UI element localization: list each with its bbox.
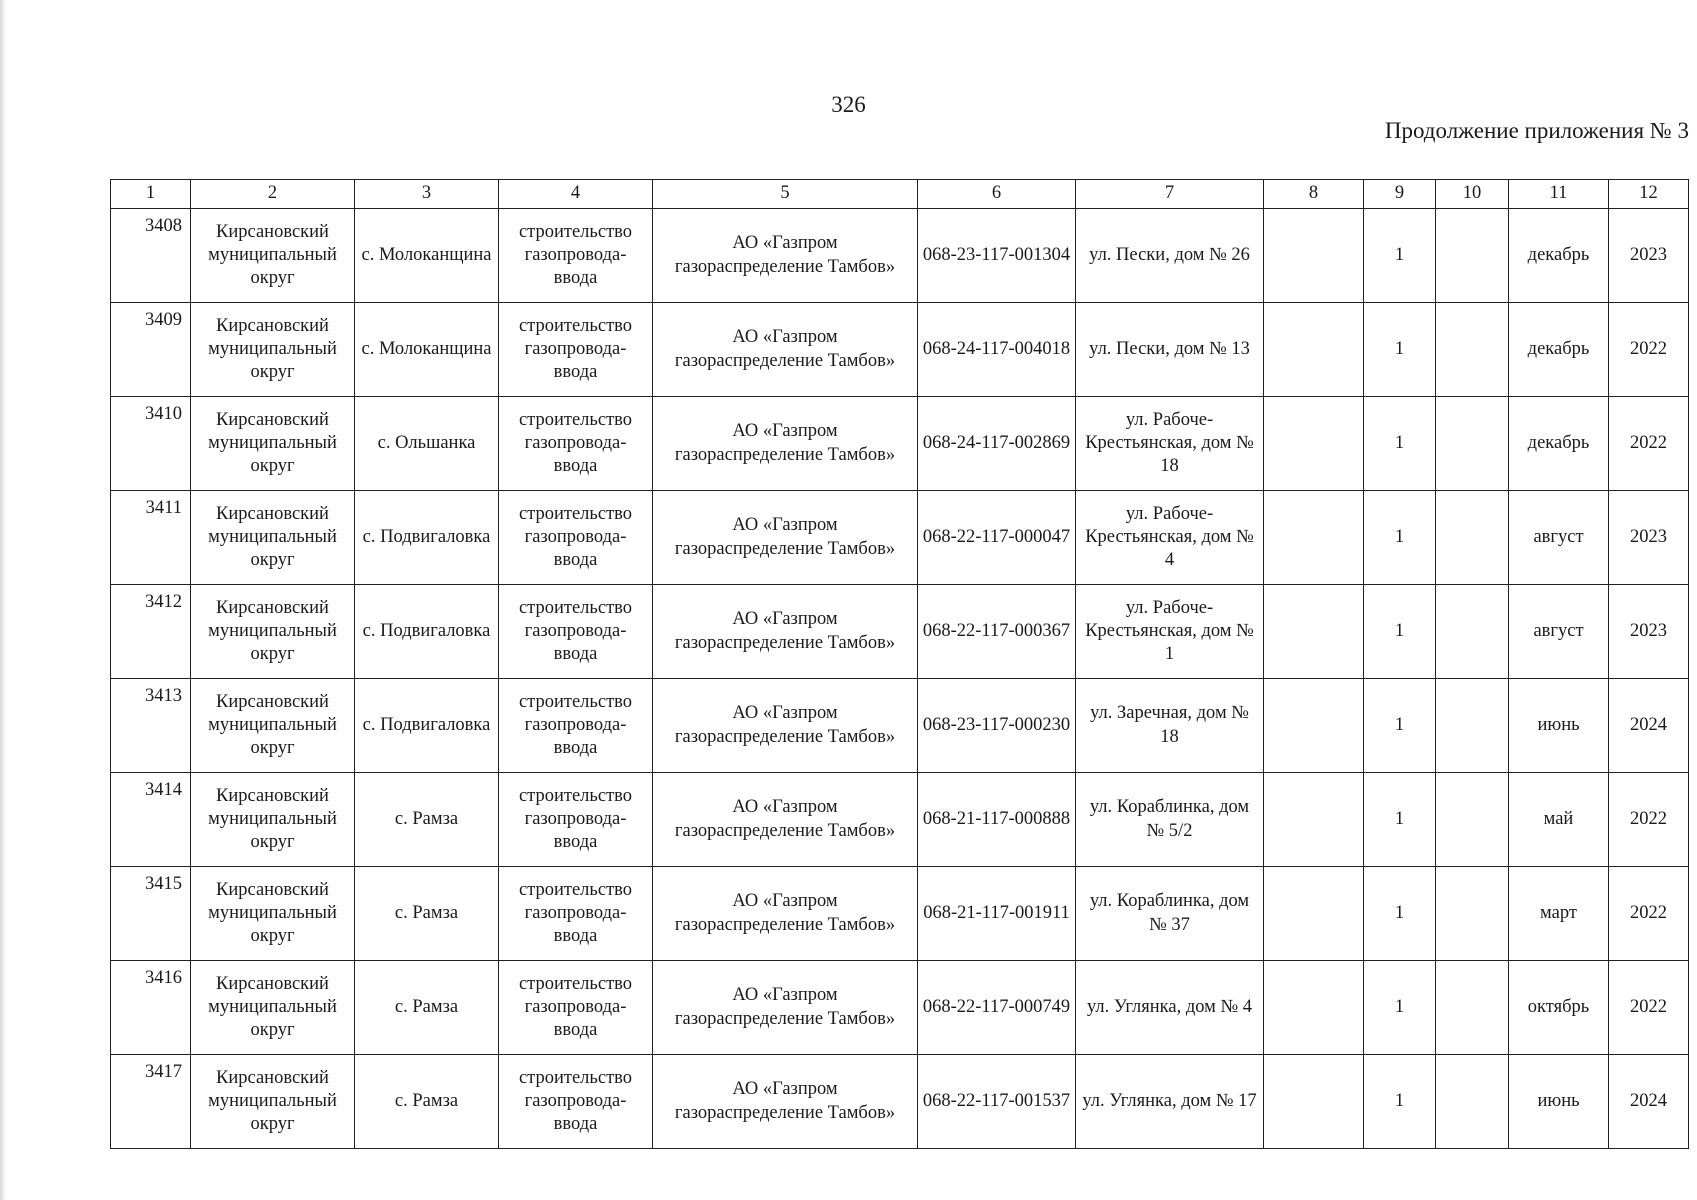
settlement-cell: с. Подвигаловка	[355, 585, 499, 679]
table-row	[111, 961, 1689, 1055]
organization-cell: АО «Газпром газораспределение Тамбов»	[653, 867, 918, 961]
address-cell: ул. Углянка, дом № 4	[1076, 961, 1264, 1055]
month-cell: май	[1509, 773, 1609, 867]
quantity-cell: 1	[1364, 867, 1436, 961]
work-type-cell: строительство газопровода-ввода	[499, 1055, 653, 1149]
quantity-cell: 1	[1364, 491, 1436, 585]
year-cell: 2024	[1609, 679, 1689, 773]
settlement-cell: с. Ольшанка	[355, 397, 499, 491]
work-type-cell: строительство газопровода-ввода	[499, 679, 653, 773]
column-8-cell	[1264, 1055, 1364, 1149]
table-row	[111, 867, 1689, 961]
column-8-cell	[1264, 679, 1364, 773]
quantity-cell: 1	[1364, 397, 1436, 491]
municipality-cell: Кирсановский муниципальный округ	[191, 867, 355, 961]
municipality-cell: Кирсановский муниципальный округ	[191, 585, 355, 679]
row-number-cell: 3412	[111, 585, 191, 679]
organization-cell: АО «Газпром газораспределение Тамбов»	[653, 209, 918, 303]
table-row	[111, 585, 1689, 679]
row-number-cell: 3408	[111, 209, 191, 303]
column-number-header: 10	[1436, 180, 1509, 209]
application-number-cell: 068-22-117-001537	[918, 1055, 1076, 1149]
organization-cell: АО «Газпром газораспределение Тамбов»	[653, 773, 918, 867]
column-8-cell	[1264, 961, 1364, 1055]
quantity-cell: 1	[1364, 303, 1436, 397]
application-number-cell: 068-22-117-000047	[918, 491, 1076, 585]
column-10-cell	[1436, 585, 1509, 679]
column-number-header: 6	[918, 180, 1076, 209]
month-cell: август	[1509, 491, 1609, 585]
address-cell: ул. Кораблинка, дом № 5/2	[1076, 773, 1264, 867]
month-cell: июнь	[1509, 1055, 1609, 1149]
table-row	[111, 773, 1689, 867]
application-number-cell: 068-21-117-001911	[918, 867, 1076, 961]
settlement-cell: с. Рамза	[355, 773, 499, 867]
address-cell: ул. Пески, дом № 26	[1076, 209, 1264, 303]
application-number-cell: 068-23-117-001304	[918, 209, 1076, 303]
address-cell: ул. Рабоче-Крестьянская, дом № 1	[1076, 585, 1264, 679]
column-10-cell	[1436, 1055, 1509, 1149]
row-number-cell: 3417	[111, 1055, 191, 1149]
page-number: 326	[831, 92, 866, 117]
quantity-cell: 1	[1364, 585, 1436, 679]
municipality-cell: Кирсановский муниципальный округ	[191, 961, 355, 1055]
month-cell: март	[1509, 867, 1609, 961]
gas-connection-register-table	[110, 179, 1689, 1149]
row-number-cell: 3410	[111, 397, 191, 491]
work-type-cell: строительство газопровода-ввода	[499, 585, 653, 679]
month-cell: декабрь	[1509, 303, 1609, 397]
application-number-cell: 068-22-117-000367	[918, 585, 1076, 679]
year-cell: 2023	[1609, 209, 1689, 303]
year-cell: 2022	[1609, 303, 1689, 397]
application-number-cell: 068-24-117-002869	[918, 397, 1076, 491]
column-number-header: 9	[1364, 180, 1436, 209]
column-8-cell	[1264, 773, 1364, 867]
column-8-cell	[1264, 491, 1364, 585]
year-cell: 2022	[1609, 773, 1689, 867]
address-cell: ул. Рабоче-Крестьянская, дом № 18	[1076, 397, 1264, 491]
quantity-cell: 1	[1364, 961, 1436, 1055]
column-number-header-row	[111, 180, 1689, 209]
year-cell: 2022	[1609, 867, 1689, 961]
address-cell: ул. Заречная, дом № 18	[1076, 679, 1264, 773]
column-number-header: 8	[1264, 180, 1364, 209]
municipality-cell: Кирсановский муниципальный округ	[191, 679, 355, 773]
municipality-cell: Кирсановский муниципальный округ	[191, 1055, 355, 1149]
column-10-cell	[1436, 773, 1509, 867]
row-number-cell: 3415	[111, 867, 191, 961]
work-type-cell: строительство газопровода-ввода	[499, 209, 653, 303]
column-number-header: 7	[1076, 180, 1264, 209]
work-type-cell: строительство газопровода-ввода	[499, 961, 653, 1055]
column-8-cell	[1264, 397, 1364, 491]
work-type-cell: строительство газопровода-ввода	[499, 867, 653, 961]
settlement-cell: с. Рамза	[355, 867, 499, 961]
column-number-header: 12	[1609, 180, 1689, 209]
table-row	[111, 679, 1689, 773]
municipality-cell: Кирсановский муниципальный округ	[191, 773, 355, 867]
column-10-cell	[1436, 867, 1509, 961]
month-cell: декабрь	[1509, 397, 1609, 491]
settlement-cell: с. Молоканщина	[355, 209, 499, 303]
municipality-cell: Кирсановский муниципальный округ	[191, 209, 355, 303]
table-body	[111, 209, 1689, 1149]
application-number-cell: 068-22-117-000749	[918, 961, 1076, 1055]
table-row	[111, 1055, 1689, 1149]
table-row	[111, 397, 1689, 491]
column-number-header: 11	[1509, 180, 1609, 209]
column-number-header: 5	[653, 180, 918, 209]
work-type-cell: строительство газопровода-ввода	[499, 773, 653, 867]
table-row	[111, 491, 1689, 585]
organization-cell: АО «Газпром газораспределение Тамбов»	[653, 303, 918, 397]
municipality-cell: Кирсановский муниципальный округ	[191, 397, 355, 491]
settlement-cell: с. Подвигаловка	[355, 491, 499, 585]
column-10-cell	[1436, 397, 1509, 491]
month-cell: август	[1509, 585, 1609, 679]
month-cell: июнь	[1509, 679, 1609, 773]
column-10-cell	[1436, 961, 1509, 1055]
application-number-cell: 068-23-117-000230	[918, 679, 1076, 773]
column-10-cell	[1436, 209, 1509, 303]
settlement-cell: с. Подвигаловка	[355, 679, 499, 773]
row-number-cell: 3409	[111, 303, 191, 397]
month-cell: октябрь	[1509, 961, 1609, 1055]
address-cell: ул. Кораблинка, дом № 37	[1076, 867, 1264, 961]
table-row	[111, 303, 1689, 397]
column-8-cell	[1264, 867, 1364, 961]
work-type-cell: строительство газопровода-ввода	[499, 491, 653, 585]
organization-cell: АО «Газпром газораспределение Тамбов»	[653, 397, 918, 491]
column-10-cell	[1436, 491, 1509, 585]
organization-cell: АО «Газпром газораспределение Тамбов»	[653, 961, 918, 1055]
year-cell: 2023	[1609, 491, 1689, 585]
quantity-cell: 1	[1364, 1055, 1436, 1149]
quantity-cell: 1	[1364, 679, 1436, 773]
table-row	[111, 209, 1689, 303]
column-10-cell	[1436, 679, 1509, 773]
municipality-cell: Кирсановский муниципальный округ	[191, 303, 355, 397]
column-number-header: 1	[111, 180, 191, 209]
year-cell: 2022	[1609, 961, 1689, 1055]
year-cell: 2024	[1609, 1055, 1689, 1149]
column-number-header: 4	[499, 180, 653, 209]
settlement-cell: с. Рамза	[355, 1055, 499, 1149]
organization-cell: АО «Газпром газораспределение Тамбов»	[653, 491, 918, 585]
application-number-cell: 068-24-117-004018	[918, 303, 1076, 397]
work-type-cell: строительство газопровода-ввода	[499, 397, 653, 491]
settlement-cell: с. Рамза	[355, 961, 499, 1055]
column-8-cell	[1264, 209, 1364, 303]
municipality-cell: Кирсановский муниципальный округ	[191, 491, 355, 585]
year-cell: 2022	[1609, 397, 1689, 491]
organization-cell: АО «Газпром газораспределение Тамбов»	[653, 1055, 918, 1149]
work-type-cell: строительство газопровода-ввода	[499, 303, 653, 397]
quantity-cell: 1	[1364, 209, 1436, 303]
address-cell: ул. Пески, дом № 13	[1076, 303, 1264, 397]
appendix-continuation-title: Продолжение приложения № 3	[1384, 118, 1689, 143]
column-8-cell	[1264, 303, 1364, 397]
month-cell: декабрь	[1509, 209, 1609, 303]
column-number-header: 3	[355, 180, 499, 209]
row-number-cell: 3411	[111, 491, 191, 585]
organization-cell: АО «Газпром газораспределение Тамбов»	[653, 679, 918, 773]
column-10-cell	[1436, 303, 1509, 397]
address-cell: ул. Рабоче-Крестьянская, дом № 4	[1076, 491, 1264, 585]
column-8-cell	[1264, 585, 1364, 679]
scan-edge-shadow	[0, 0, 6, 1200]
application-number-cell: 068-21-117-000888	[918, 773, 1076, 867]
row-number-cell: 3414	[111, 773, 191, 867]
quantity-cell: 1	[1364, 773, 1436, 867]
row-number-cell: 3416	[111, 961, 191, 1055]
year-cell: 2023	[1609, 585, 1689, 679]
address-cell: ул. Углянка, дом № 17	[1076, 1055, 1264, 1149]
settlement-cell: с. Молоканщина	[355, 303, 499, 397]
row-number-cell: 3413	[111, 679, 191, 773]
column-number-header: 2	[191, 180, 355, 209]
organization-cell: АО «Газпром газораспределение Тамбов»	[653, 585, 918, 679]
